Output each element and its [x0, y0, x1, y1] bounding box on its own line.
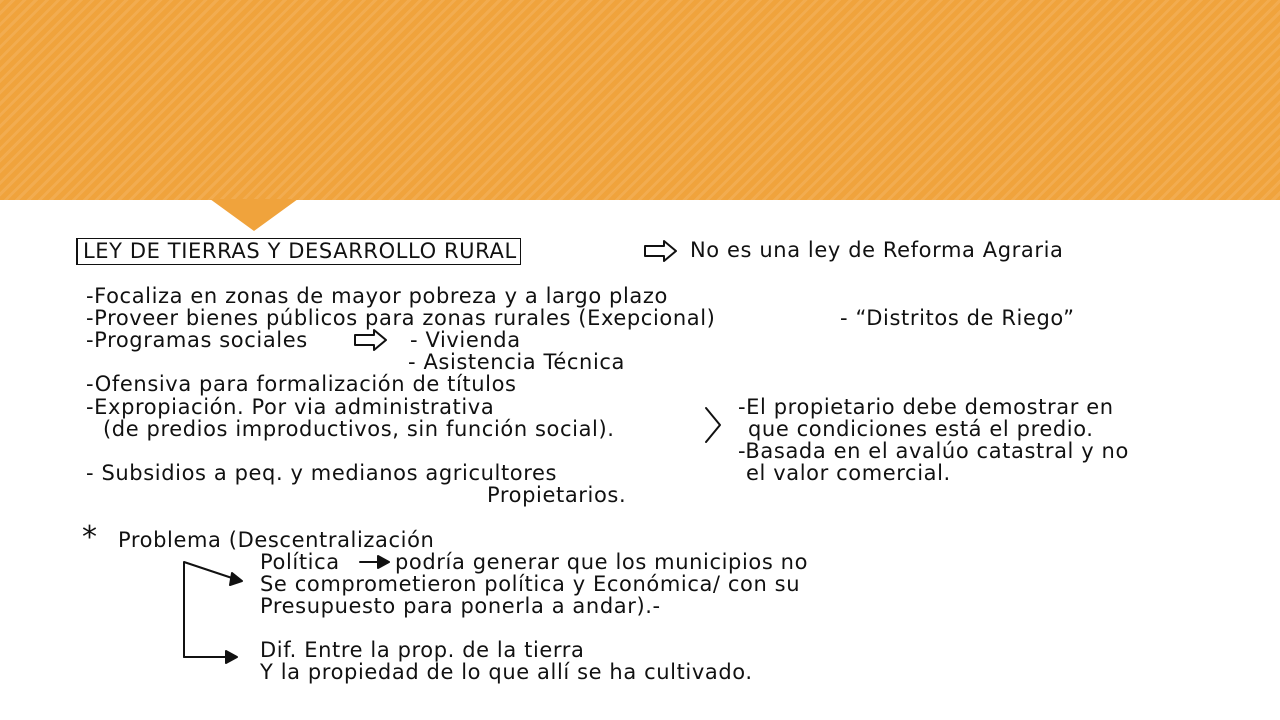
expro-note-2: que condiciones está el predio. [748, 417, 1094, 441]
line-riego: - “Distritos de Riego” [840, 306, 1075, 330]
programs-arrow-icon [355, 330, 386, 350]
line-propietarios: Propietarios. [487, 483, 627, 507]
problem-bracket-arrows-icon [184, 562, 242, 663]
title-note: No es una ley de Reforma Agraria [690, 238, 1064, 262]
expro-note-1: -El propietario debe demostrar en [738, 395, 1114, 419]
program-asistencia: - Asistencia Técnica [408, 350, 626, 374]
line-subsidios: - Subsidios a peq. y medianos agricultores [86, 461, 558, 485]
line-ofensiva: -Ofensiva para formalización de títulos [86, 372, 517, 396]
expro-note-3: -Basada en el avalúo catastral y no [738, 439, 1129, 463]
problem-line-2: Presupuesto para ponerla a andar).- [260, 594, 661, 618]
problem-line-3: Dif. Entre la prop. de la tierra [260, 638, 585, 662]
line-predios: (de predios improductivos, sin función social). [103, 417, 615, 441]
line-programas: -Programas sociales [86, 328, 308, 352]
line-proveer: -Proveer bienes públicos para zonas rurales (Exepcional) [86, 306, 716, 330]
line-focaliza: -Focaliza en zonas de mayor pobreza y a largo plazo [86, 284, 668, 308]
politica-arrow-icon [360, 556, 389, 568]
title-arrow-icon [645, 241, 676, 261]
notes-title: LEY DE TIERRAS Y DESARROLLO RURAL [76, 238, 521, 265]
program-vivienda: - Vivienda [410, 328, 521, 352]
problem-bullet: * [82, 520, 98, 555]
angle-bracket-icon [706, 408, 720, 442]
expro-note-4: el valor comercial. [746, 461, 951, 485]
problem-line-1: Se comprometieron política y Económica/ con su [260, 572, 801, 596]
problem-heading: Problema (Descentralización [118, 528, 435, 552]
problem-politica-text: podría generar que los municipios no [395, 550, 809, 574]
line-expropiacion: -Expropiación. Por via administrativa [86, 395, 495, 419]
problem-line-4: Y la propiedad de lo que allí se ha cultivado. [260, 660, 753, 684]
problem-politica: Política [260, 550, 340, 574]
